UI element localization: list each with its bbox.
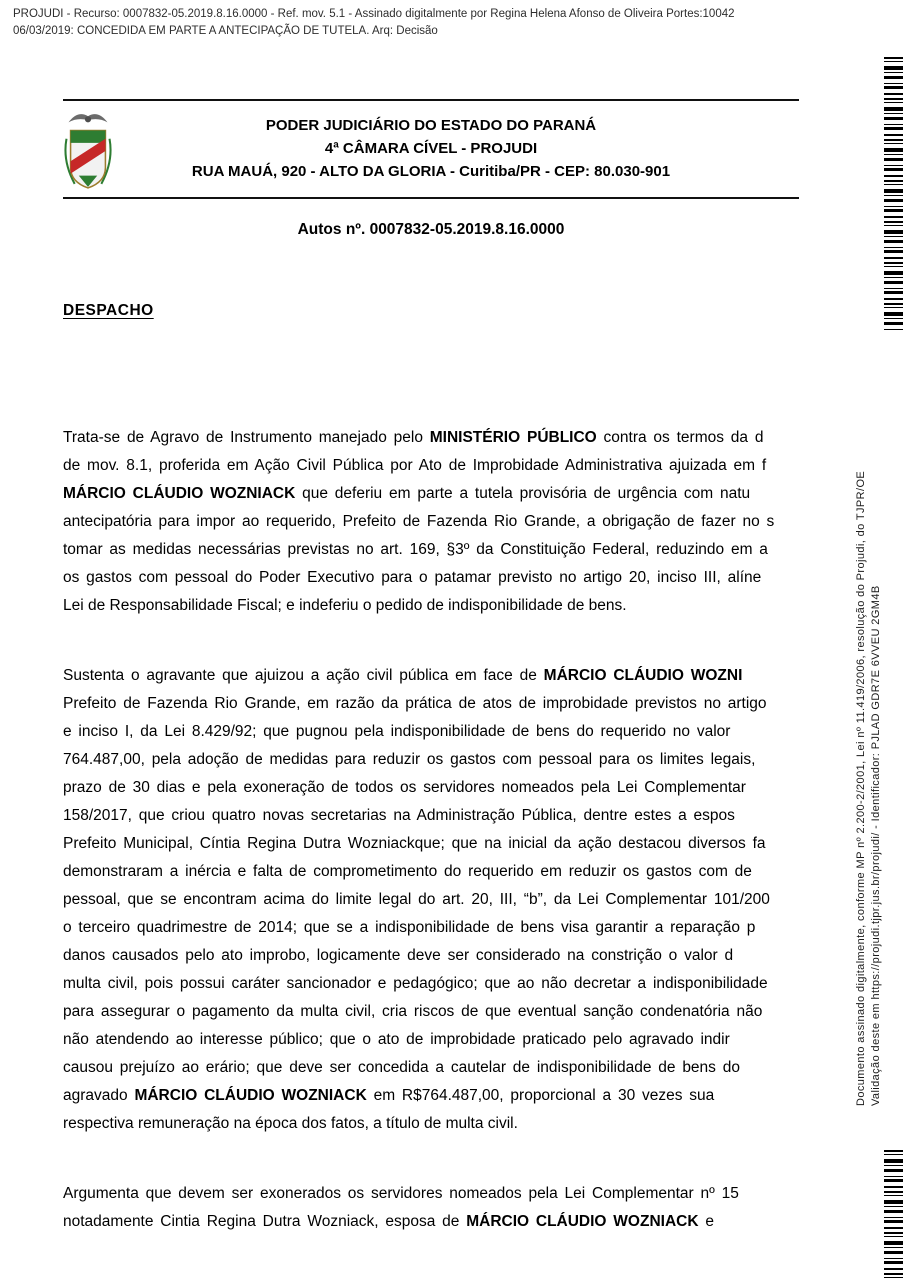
validation-url-note: Validação deste em https://projudi.tjpr.jus.br/projudi/ - Identificador: PJLAD GDR7E 6VVEU 2GM4B	[870, 585, 882, 1106]
paragraph	[63, 424, 858, 620]
paragraph-line: agravado MÁRCIO CLÁUDIO WOZNIACK em R$764.487,00, proporcional a 30 vezes sua	[63, 1087, 715, 1104]
meta-header-line-1: PROJUDI - Recurso: 0007832-05.2019.8.16.0000 - Ref. mov. 5.1 - Assinado digitalmente por Regina Helena Afonso de Oliveira Portes:10042	[13, 8, 735, 20]
digital-signature-note: Documento assinado digitalmente, conforme MP nº 2.200-2/2001, Lei nº 11.419/2006, resolução do Projudi, do TJPR/OE	[855, 470, 867, 1106]
paragraph-line: antecipatória para impor ao requerido, Prefeito de Fazenda Rio Grande, a obrigação de fazer no s	[63, 513, 775, 530]
paragraph-line: respectiva remuneração na época dos fatos, a título de multa civil.	[63, 1115, 518, 1132]
paragraph-line: o terceiro quadrimestre de 2014; que se a indisponibilidade de bens visa garantir a reparação p	[63, 919, 756, 936]
paragraph	[63, 1180, 858, 1236]
paragraph-line: Argumenta que devem ser exonerados os servidores nomeados pela Lei Complementar nº 15	[63, 1185, 739, 1202]
document-body	[63, 424, 858, 1278]
paragraph-line: não atendendo ao interesse público; que o ato de improbidade praticado pelo agravado indir	[63, 1031, 730, 1048]
case-number: Autos nº. 0007832-05.2019.8.16.0000	[297, 221, 565, 238]
paragraph-line: danos causados pelo ato improbo, logicamente deve ser considerado na constrição o valor d	[63, 947, 734, 964]
meta-header-line-2: 06/03/2019: CONCEDIDA EM PARTE A ANTECIPAÇÃO DE TUTELA. Arq: Decisão	[13, 25, 438, 37]
paragraph-line: e inciso I, da Lei 8.429/92; que pugnou pela indisponibilidade de bens do requerido no valor	[63, 723, 731, 740]
paragraph-line: prazo de 30 dias e pela exoneração de todos os servidores nomeados pela Lei Complementar	[63, 779, 746, 796]
court-address: RUA MAUÁ, 920 - ALTO DA GLORIA - Curitiba/PR - CEP: 80.030-901	[191, 163, 671, 180]
paragraph-line: multa civil, pois possui caráter sancionador e pedagógico; que ao não decretar a indisponibilidade	[63, 975, 768, 992]
document-title: DESPACHO	[63, 302, 154, 319]
paragraph-line: notadamente Cintia Regina Dutra Wozniack, esposa de MÁRCIO CLÁUDIO WOZNIACK e	[63, 1213, 714, 1230]
paragraph-line: os gastos com pessoal do Poder Executivo para o patamar previsto no artigo 20, inciso III, alíne	[63, 569, 762, 586]
barcode-icon-bottom	[884, 1150, 903, 1280]
paragraph-line: Lei de Responsabilidade Fiscal; e indeferiu o pedido de indisponibilidade de bens.	[63, 597, 627, 614]
letterhead-top-rule	[63, 99, 799, 101]
paragraph-line: de mov. 8.1, proferida em Ação Civil Pública por Ato de Improbidade Administrativa ajuizada em f	[63, 457, 767, 474]
paragraph-line: 158/2017, que criou quatro novas secretarias na Administração Pública, dentre estes a espos	[63, 807, 735, 824]
paragraph-line: para assegurar o pagamento da multa civil, cria riscos de que eventual sanção condenatória não	[63, 1003, 763, 1020]
court-name: PODER JUDICIÁRIO DO ESTADO DO PARANÁ	[265, 117, 597, 134]
paragraph-line: Prefeito de Fazenda Rio Grande, em razão da prática de atos de improbidade previstos no artigo	[63, 695, 767, 712]
paragraph-line: MÁRCIO CLÁUDIO WOZNIACK que deferiu em parte a tutela provisória de urgência com natu	[63, 485, 751, 502]
paragraph-line: Trata-se de Agravo de Instrumento manejado pelo MINISTÉRIO PÚBLICO contra os termos da d	[63, 429, 764, 446]
barcode-icon-top	[884, 57, 903, 330]
paragraph-line: 764.487,00, pela adoção de medidas para reduzir os gastos com pessoal para os limites legais,	[63, 751, 756, 768]
paragraph-line: Prefeito Municipal, Cíntia Regina Dutra Wozniackque; que na inicial da ação destacou diversos fa	[63, 835, 766, 852]
paragraph-line: pessoal, que se encontram acima do limite legal do art. 20, III, “b”, da Lei Complementar 101/200	[63, 891, 770, 908]
court-chamber: 4ª CÂMARA CÍVEL - PROJUDI	[324, 140, 538, 157]
projudi-meta-header	[13, 6, 735, 40]
letterhead-bottom-rule	[63, 197, 799, 199]
paragraph-line: demonstraram a inércia e falta de comprometimento do requerido em reduzir os gastos com de	[63, 863, 752, 880]
paragraph-line: causou prejuízo ao erário; que deve ser concedida a cautelar de indisponibilidade de bens do	[63, 1059, 740, 1076]
paragraph	[63, 662, 858, 1138]
paragraph-line: Sustenta o agravante que ajuizou a ação civil pública em face de MÁRCIO CLÁUDIO WOZNI	[63, 667, 743, 684]
letterhead	[63, 114, 799, 183]
paragraph-line: tomar as medidas necessárias previstas no art. 169, §3º da Constituição Federal, reduzindo em a	[63, 541, 768, 558]
